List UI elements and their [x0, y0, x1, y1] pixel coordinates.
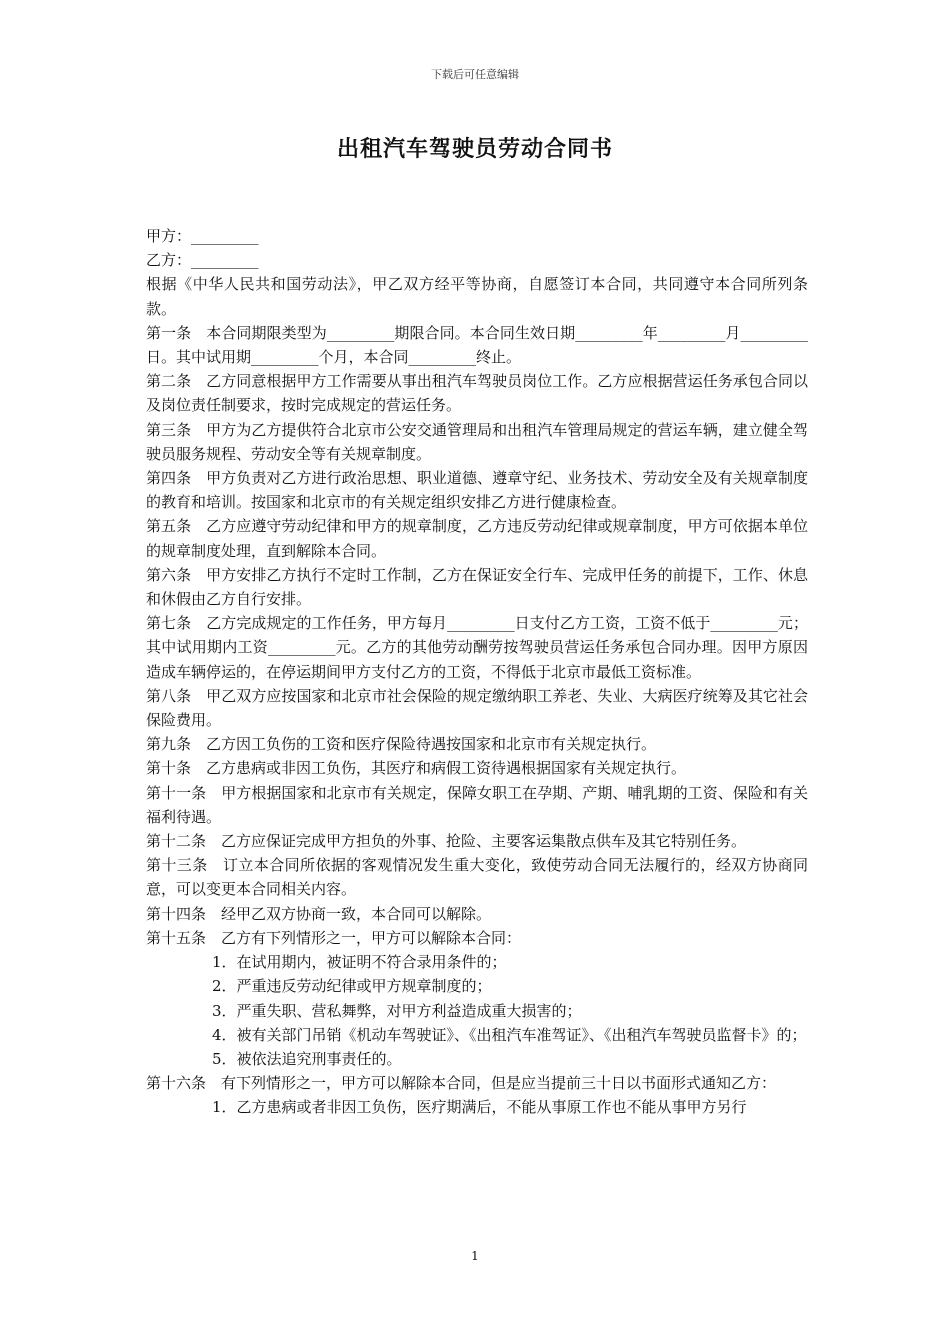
page-header: 下载后可任意编辑 [431, 68, 519, 81]
article-4: 第四条 甲方负责对乙方进行政治思想、职业道德、遵章守纪、业务技术、劳动安全及有关规章制度的教育和培训。按国家和北京市的有关规定组织安排乙方进行健康检查。 [146, 469, 808, 512]
article-16-item-1: 1．乙方患病或者非因工负伤，医疗期满后，不能从事原工作也不能从事甲方另行 [212, 1098, 747, 1117]
paragraph-preamble: 根据《中华人民共和国劳动法》，甲乙双方经平等协商，自愿签订本合同，共同遵守本合同所列条款。 [146, 275, 808, 318]
article-8: 第八条 甲乙双方应按国家和北京市社会保险的规定缴纳职工养老、失业、大病医疗统筹及其它社会保险费用。 [146, 686, 808, 730]
paragraph-party-a: 甲方：_________ [146, 227, 259, 245]
article-11: 第十一条 甲方根据国家和北京市有关规定，保障女职工在孕期、产期、哺乳期的工资、保险和有关福利待遇。 [146, 783, 808, 826]
article-14: 第十四条 经甲乙双方协商一致，本合同可以解除。 [146, 904, 492, 923]
article-15-item-1: 1．在试用期内，被证明不符合录用条件的； [212, 953, 507, 972]
article-7: 第七条 乙方完成规定的工作任务，甲方每月_________日支付乙方工资，工资不低于_________元；其中试用期内工资_________元。乙方的其他劳动酬劳按驾驶员营运任务承包合同办理。因甲方原因造成车辆停运的，在停运期间甲方支付乙方的工资，不得低于北京市最低工资标准。 [146, 614, 808, 681]
article-15: 第十五条 乙方有下列情形之一，甲方可以解除本合同： [146, 928, 522, 947]
article-16: 第十六条 有下列情形之一，甲方可以解除本合同，但是应当提前三十日以书面形式通知乙方： [146, 1074, 777, 1093]
article-15-item-3: 3．严重失职、营私舞弊，对甲方利益造成重大损害的； [212, 1001, 582, 1020]
article-10: 第十条 乙方患病或非因工负伤，其医疗和病假工资待遇根据国家有关规定执行。 [146, 759, 687, 778]
paragraph-party-b: 乙方：_________ [146, 251, 259, 270]
page-number: 1 [471, 1249, 479, 1263]
article-15-item-5: 5．被依法追究刑事责任的。 [212, 1049, 402, 1068]
article-2: 第二条 乙方同意根据甲方工作需要从事出租汽车驾驶员岗位工作。乙方应根据营运任务承包合同以及岗位责任制要求，按时完成规定的营运任务。 [146, 372, 808, 415]
article-12: 第十二条 乙方应保证完成甲方担负的外事、抢险、主要客运集散点供车及其它特别任务。 [146, 832, 747, 851]
article-3: 第三条 甲方为乙方提供符合北京市公安交通管理局和出租汽车管理局规定的营运车辆，建立健全驾驶员服务规程、劳动安全等有关规章制度。 [146, 420, 808, 463]
article-15-item-4: 4．被有关部门吊销《机动车驾驶证》、《出租汽车准驾证》、《出租汽车驾驶员监督卡》的； [212, 1025, 807, 1044]
document-title: 出租汽车驾驶员劳动合同书 [336, 136, 613, 162]
article-1: 第一条 本合同期限类型为_________期限合同。本合同生效日期_________年_________月_________日。其中试用期_________个月，本合同_________终止。 [146, 323, 808, 367]
document-body [146, 224, 808, 1120]
article-6: 第六条 甲方安排乙方执行不定时工作制，乙方在保证安全行车、完成甲任务的前提下，工作、休息和休假由乙方自行安排。 [146, 565, 808, 609]
article-15-item-2: 2．严重违反劳动纪律或甲方规章制度的； [212, 977, 492, 996]
article-5: 第五条 乙方应遵守劳动纪律和甲方的规章制度，乙方违反劳动纪律或规章制度，甲方可依据本单位的规章制度处理，直到解除本合同。 [146, 517, 808, 560]
article-9: 第九条 乙方因工负伤的工资和医疗保险待遇按国家和北京市有关规定执行。 [146, 735, 657, 754]
article-13: 第十三条 订立本合同所依据的客观情况发生重大变化，致使劳动合同无法履行的，经双方协商同意，可以变更本合同相关内容。 [146, 856, 808, 899]
